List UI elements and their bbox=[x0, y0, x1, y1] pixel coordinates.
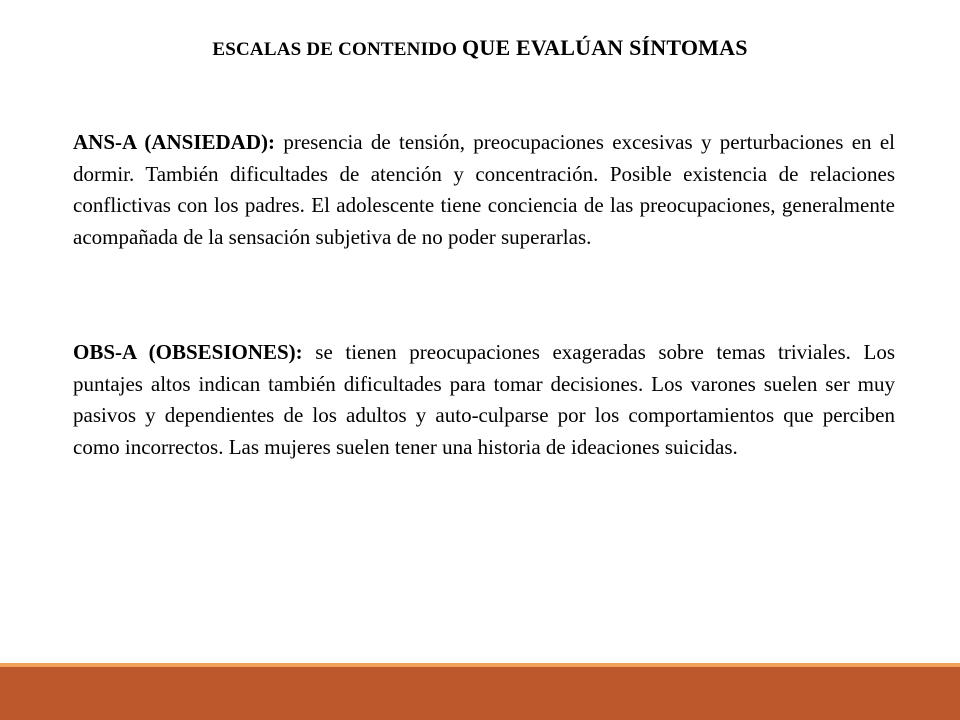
paragraph-text-ansiedad: presencia de tensión, preocupaciones excesivas y perturbaciones en el dormir. También dificultades de atención y concentración. Posible existencia de relaciones conflictivas con los padres. El adolescente tiene conciencia de las preocupaciones, generalmente acompañada de la sensación subjetiva de no poder superarlas. bbox=[73, 130, 896, 249]
title-part-2: QUE EVALÚAN SÍNTOMAS bbox=[462, 35, 748, 60]
footer-bar bbox=[0, 667, 960, 720]
paragraph-lead-obsesiones: OBS-A (OBSESIONES): bbox=[73, 340, 303, 364]
paragraph-lead-ansiedad: ANS-A (ANSIEDAD): bbox=[73, 130, 275, 154]
title-part-1: ESCALAS DE CONTENIDO bbox=[212, 39, 458, 60]
paragraph-text-obsesiones: se tienen preocupaciones exageradas sobre temas triviales. Los puntajes altos indican también dificultades para tomar decisiones. Los varones suelen ser muy pasivos y dependientes de los adultos y auto-culparse por los comportamientos que perciben como incorrectos. Las mujeres suelen tener una historia de ideaciones suicidas. bbox=[73, 340, 896, 459]
paragraph-ansiedad bbox=[73, 127, 895, 253]
paragraph-obsesiones bbox=[73, 337, 895, 463]
slide-title bbox=[0, 32, 960, 66]
